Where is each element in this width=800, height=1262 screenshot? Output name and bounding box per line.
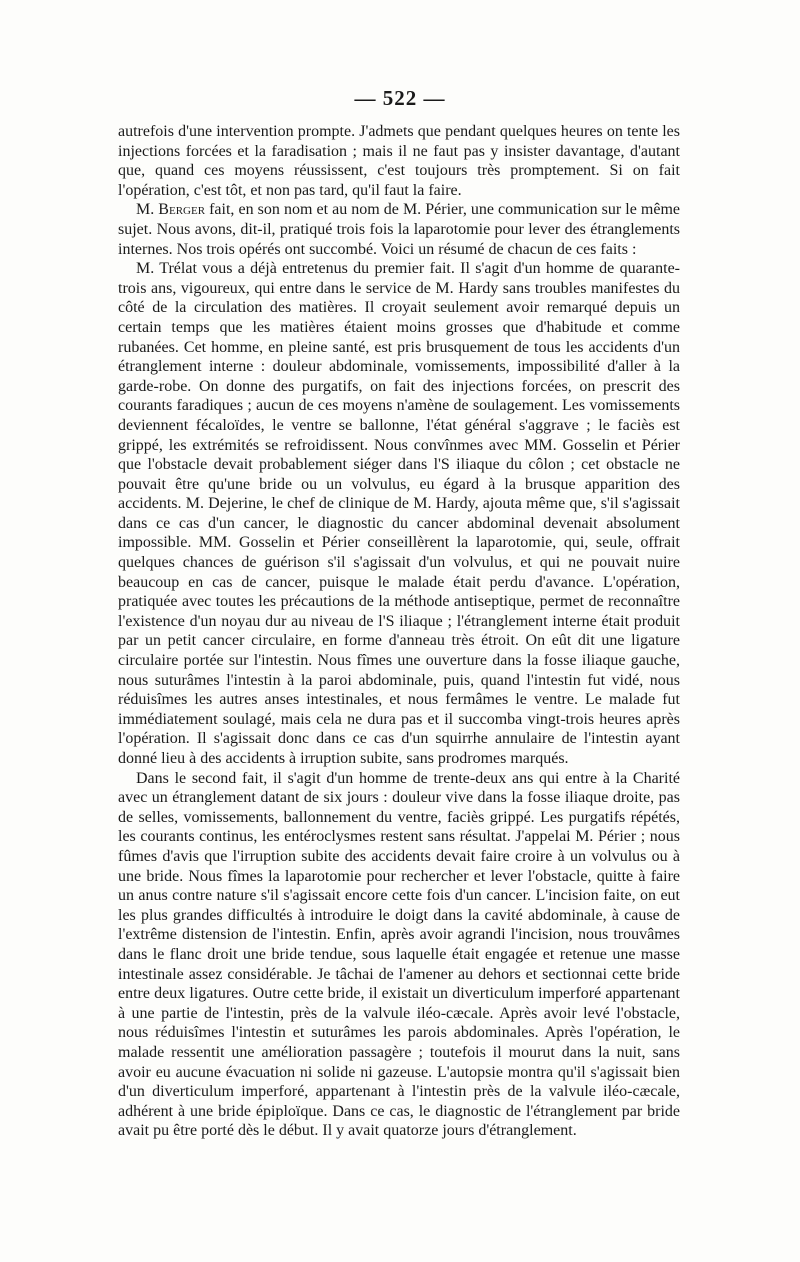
paragraph-2-text: fait, en son nom et au nom de M. Périer, une communication sur le même sujet. Nous avons, dit-il, pratiqué trois fois la laparotomie pour lever des étranglements internes. Nos trois opérés ont succombé. Voici un résumé de chacun de ces faits :	[118, 201, 680, 258]
paragraph-2	[118, 200, 680, 259]
paragraph-1: autrefois d'une intervention prompte. J'admets que pendant quelques heures on tente les injections forcées et la faradisation ; mais il ne faut pas y insister davantage, d'autant que, quand ces moyens réussissent, c'est toujours très promptement. Si on fait l'opération, c'est tôt, et non pas tard, qu'il faut la faire.	[118, 123, 680, 199]
page-number: — 522 —	[354, 86, 446, 110]
body-text	[118, 122, 680, 1141]
speaker-name: M. Berger	[136, 201, 206, 219]
paragraph-4: Dans le second fait, il s'agit d'un homme de trente-deux ans qui entre à la Charité avec un étranglement datant de six jours : douleur vive dans la fosse iliaque droite, pas de selles, vomissements, ballonnement du ventre, faciès grippé. Les purgatifs répétés, les courants continus, les entéroclysmes restent sans résultat. J'appelai M. Périer ; nous fûmes d'avis que l'irruption subite des accidents devait faire croire à un volvulus ou à une bride. Nous fîmes la laparotomie pour rechercher et lever l'obstacle, quitte à faire un anus contre nature s'il s'agissait encore cette fois d'un cancer. L'incision faite, on eut les plus grandes difficultés à introduire le doigt dans la cavité abdominale, à cause de l'extrême distension de l'intestin. Enfin, après avoir agrandi l'incision, nous trouvâmes dans le flanc droit une bride tendue, sous laquelle était engagée et retenue une masse intestinale assez considérable. Je tâchai de l'amener au dehors et sectionnai cette bride entre deux ligatures. Outre cette bride, il existait un diverticulum imperforé appartenant à une partie de l'intestin, près de la valvule iléo-cæcale. Après avoir levé l'obstacle, nous réduisîmes l'intestin et suturâmes les parois abdominales. Après l'opération, le malade ressentit une amélioration passagère ; toutefois il mourut dans la nuit, sans avoir eu aucune évacuation ni solide ni gazeuse. L'autopsie montra qu'il s'agissait bien d'un diverticulum imperforé, appartenant à l'intestin près de la valvule iléo-cæcale, adhérent à une bride épiploïque. Dans ce cas, le diagnostic de l'étranglement par bride avait pu être porté dès le début. Il y avait quatorze jours d'étranglement.	[118, 769, 680, 1140]
paragraph-3: M. Trélat vous a déjà entretenus du premier fait. Il s'agit d'un homme de quarante-trois ans, vigoureux, qui entre dans le service de M. Hardy sans troubles manifestes du côté de la circulation des matières. Il croyait seulement avoir remarqué depuis un certain temps que les matières étaient moins grosses que d'habitude et comme rubanées. Cet homme, en pleine santé, est pris brusquement de tous les accidents d'un étranglement interne : douleur abdominale, vomissements, impossibilité d'aller à la garde-robe. On donne des purgatifs, on fait des injections forcées, on prescrit des courants faradiques ; aucun de ces moyens n'amène de soulagement. Les vomissements deviennent fécaloïdes, le ventre se ballonne, l'état général s'aggrave ; le faciès est grippé, les extrémités se refroidissent. Nous convînmes avec MM. Gosselin et Périer que l'obstacle devait probablement siéger dans l'S iliaque du côlon ; cet obstacle ne pouvait être qu'une bride ou un volvulus, eu égard à la brusque apparition des accidents. M. Dejerine, le chef de clinique de M. Hardy, ajouta même que, s'il s'agissait dans ce cas d'un cancer, le diagnostic du cancer abdominal devenait absolument impossible. MM. Gosselin et Périer conseillèrent la laparotomie, qui, seule, offrait quelques chances de guérison s'il s'agissait d'un volvulus, et qui ne pouvait nuire beaucoup en cas de cancer, puisque le malade était perdu d'avance. L'opération, pratiquée avec toutes les précautions de la méthode antiseptique, permet de reconnaître l'existence d'un noyau dur au niveau de l'S iliaque ; l'étranglement interne était produit par un petit cancer circulaire, en forme d'anneau très étroit. On eût dit une ligature circulaire portée sur l'intestin. Nous fîmes une ouverture dans la fosse iliaque gauche, nous suturâmes l'intestin à la paroi abdominale, puis, quand l'intestin fut vidé, nous réduisîmes les autres anses intestinales, et nous fermâmes le ventre. Le malade fut immédiatement soulagé, mais cela ne dura pas et il succomba vingt-trois heures après l'opération. Il s'agissait donc dans ce cas d'un squirrhe annulaire de l'intestin ayant donné lieu à des accidents à irruption subite, sans prodromes marqués.	[118, 260, 680, 767]
